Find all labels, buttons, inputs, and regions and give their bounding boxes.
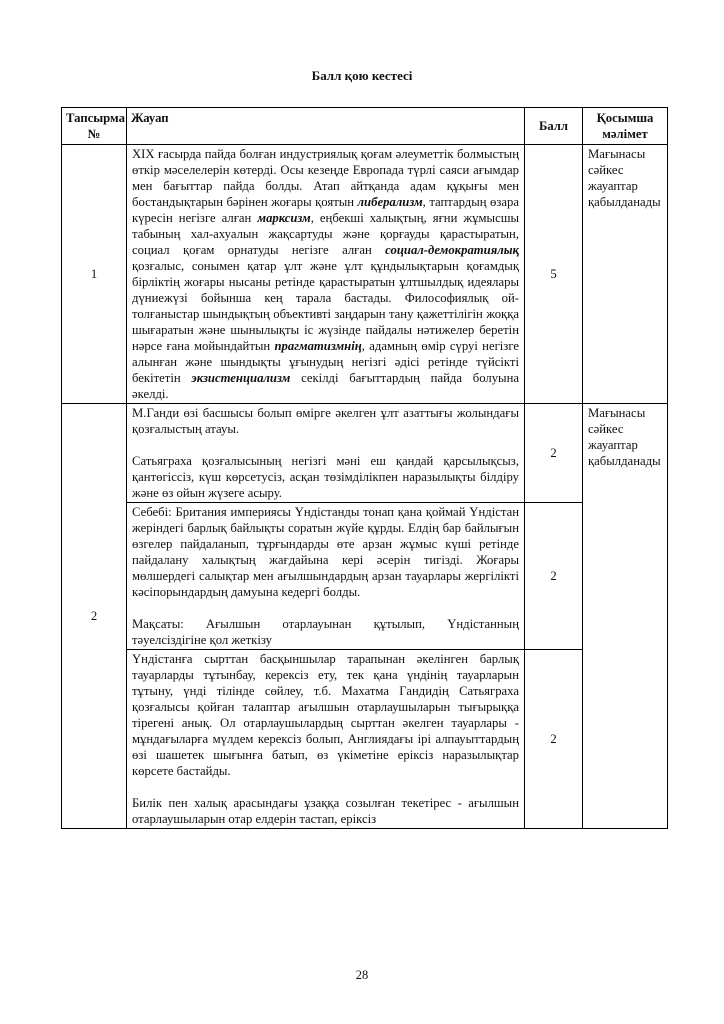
table-row-2b <box>62 503 668 650</box>
table-header-row <box>62 108 668 145</box>
score-1: 5 <box>525 145 583 404</box>
extra-info-1: Мағынасы сәйкес жауаптар қабылданады <box>583 145 668 404</box>
table-row-2c <box>62 650 668 829</box>
table-row-1 <box>62 145 668 404</box>
term-pragmatism: прагматизмнің <box>274 339 362 353</box>
task-number-1: 1 <box>62 145 127 404</box>
page-number: 28 <box>355 968 369 982</box>
answer-2b: Себебі: Британия империясы Үндістанды тонап қана қоймай Үндістан жеріндегі барлық байлықты соратын жүйе құрды. Елдің бар байлығын өзгелер пайдаланып, тұрғындарды өте арзан жұмыс күші ретінде пайдалану халықтың жағдайына кері әсерін тигізді. Жоғары мөлшердегі салықтар мен ағылшындардың арзан тауарлары жергілікті кәсіпорындардың дамуына кедергі болды. Мақсаты: Ағылшын отарлауынан құтылып, Үндістанның тәуелсіздігіне қол жеткізу <box>127 503 525 650</box>
score-2a: 2 <box>525 404 583 503</box>
score-2b: 2 <box>525 503 583 650</box>
term-liberalism: либерализм <box>357 195 423 209</box>
term-marxism: марксизм <box>257 211 311 225</box>
term-social-democratic: социал-демократиялық <box>385 243 519 257</box>
answer-2c: Үндістанға сырттан басқыншылар тарапынан әкелінген барлық тауарларды тұтынбау, керексіз ету, тек қана үндінің тауарларын тұтыну, үнді тілінде сөйлеу, т.б. Махатма Гандидің Сатьяграха қозғалысы қойған талаптар ағылшын отарлаушыларын тығырыққа тірегені анық. Ол отарлаушылардың сырттан әкелген тауарлары - мұндағыларға мүлдем керексіз болып, Англиядағы ірі алпауыттардың өзі шашетек шығынға батып, өз үкіметіне еріксіз наразылықтар көрсете бастайды. Билік пен халық арасындағы ұзаққа созылған текетірес - ағылшын отарлаушыларын отар елдерін тастап, еріксіз <box>127 650 525 829</box>
table-row-2a <box>62 404 668 503</box>
page-title: Балл қою кестесі <box>311 68 413 83</box>
header-task-number: Тапсырма № <box>62 108 127 145</box>
answer-1: XIX ғасырда пайда болған индустриялық қоғам әлеуметтік болмыстың өткір мәселелерін көтерді. Осы кезеңде Европада түрлі саяси ағымдар мен бағыттар пайда болды. Атап айтқанда адам құқығы мен бостандықтарын бәрінен жоғары қоятын либерализм, таптардың өзара күресін негізге алған марксизм, еңбекші халықтың, яғни жұмысшы табының хал-ахуалын жақсартуды және қорғауды қарастыратын, социал қоғам орнатуды негізге алған социал-демократиялық қозғалыс, сонымен қатар ұлт және ұлт құндылықтарын қоғамдық бірліктің жоғары нысаны ретінде қарастыратын ұлтшылдық идеялары дүниежүзі бойынша кең тарала бастады. Философиялық ой-толғаныстар шындықтың объективті заңдарын тану қажеттілігін жоққа шығаратын және шынылықты іс жүзінде пайдалы нәтижелер беретін нәрсе ғана мойындайтын прагматизмнің, адамның өмір сүруі негізге алынған және шындықты ұғынудың негізгі әдісі ретінде түйсікті бекітетін экзистенциализм секілді бағыттардың пайда болуына әкелді. <box>127 145 525 404</box>
header-answer: Жауап <box>127 108 525 145</box>
term-existentialism: экзистенциализм <box>191 371 291 385</box>
score-table <box>61 107 668 829</box>
task-number-2: 2 <box>62 404 127 829</box>
header-score: Балл <box>525 108 583 145</box>
score-2c: 2 <box>525 650 583 829</box>
answer-2a: М.Ганди өзі басшысы болып өмірге әкелген ұлт азаттығы жолындағы қозғалыстың атауы. Сатьяграха қозғалысының негізгі мәні еш қандай қарсылықсыз, қантөгіссіз, күш көрсетусіз, асқан төзімділікпен наразылықты білдіру және өз ойын жүзеге асыру. <box>127 404 525 503</box>
header-extra-info: Қосымша мәлімет <box>583 108 668 145</box>
extra-info-2: Мағынасы сәйкес жауаптар қабылданады <box>583 404 668 829</box>
